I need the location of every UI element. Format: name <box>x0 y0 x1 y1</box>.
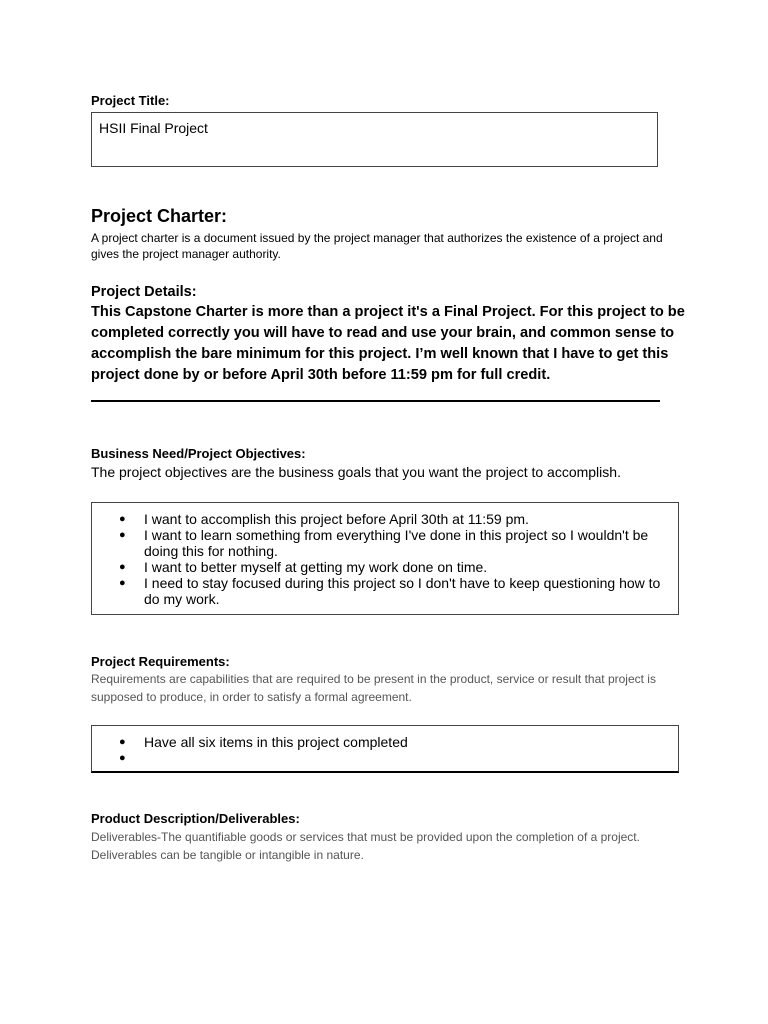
objective-text: I want to learn something from everything I've done in this project so I wouldn't be doing this for nothing. <box>144 527 649 559</box>
bullet-icon: ● <box>119 736 126 748</box>
requirements-list <box>92 734 676 764</box>
objectives-list <box>92 511 676 607</box>
requirement-text: Have all six items in this project completed <box>144 734 408 750</box>
requirements-label: Project Requirements: <box>91 654 230 669</box>
objectives-box <box>91 502 679 615</box>
project-charter-description: A project charter is a document issued by the project manager that authorizes the existence of a project and gives the project manager authority. <box>91 231 663 261</box>
list-item <box>92 527 676 559</box>
list-item <box>92 575 676 607</box>
list-item <box>92 734 676 750</box>
bullet-icon: ● <box>119 513 126 525</box>
project-details-body: This Capstone Charter is more than a project it's a Final Project. For this project to be completed correctly you will have to read and use your brain, and common sense to accomplish the bare minimum for this project. I’m well known that I have to get this project done by or before April 30th before 11:59 pm for full credit. <box>91 304 685 383</box>
bullet-icon: ● <box>119 752 126 764</box>
project-title-field[interactable] <box>91 112 658 167</box>
list-item <box>92 511 676 527</box>
deliverables-label: Product Description/Deliverables: <box>91 811 300 826</box>
details-divider <box>91 400 660 402</box>
objective-text: I need to stay focused during this project so I don't have to keep questioning how to do my work. <box>144 575 661 607</box>
requirements-box <box>91 725 679 773</box>
bullet-icon: ● <box>119 561 126 573</box>
bullet-icon: ● <box>119 577 126 589</box>
requirements-description: Requirements are capabilities that are required to be present in the product, service or result that project is supposed to produce, in order to satisfy a formal agreement. <box>91 672 656 704</box>
objectives-label: Business Need/Project Objectives: <box>91 446 306 461</box>
project-charter-heading: Project Charter: <box>91 206 228 226</box>
objectives-description: The project objectives are the business goals that you want the project to accomplish. <box>91 464 621 480</box>
project-details-label: Project Details: <box>91 284 197 300</box>
project-title-label: Project Title: <box>91 93 170 108</box>
objective-text: I want to accomplish this project before April 30th at 11:59 pm. <box>144 511 529 527</box>
project-title-value: HSII Final Project <box>99 120 208 136</box>
objective-text: I want to better myself at getting my work done on time. <box>144 559 488 575</box>
deliverables-description: Deliverables-The quantifiable goods or services that must be provided upon the completion of a project. Deliverables can be tangible or intangible in nature. <box>91 830 640 862</box>
list-item <box>92 559 676 575</box>
bullet-icon: ● <box>119 529 126 541</box>
